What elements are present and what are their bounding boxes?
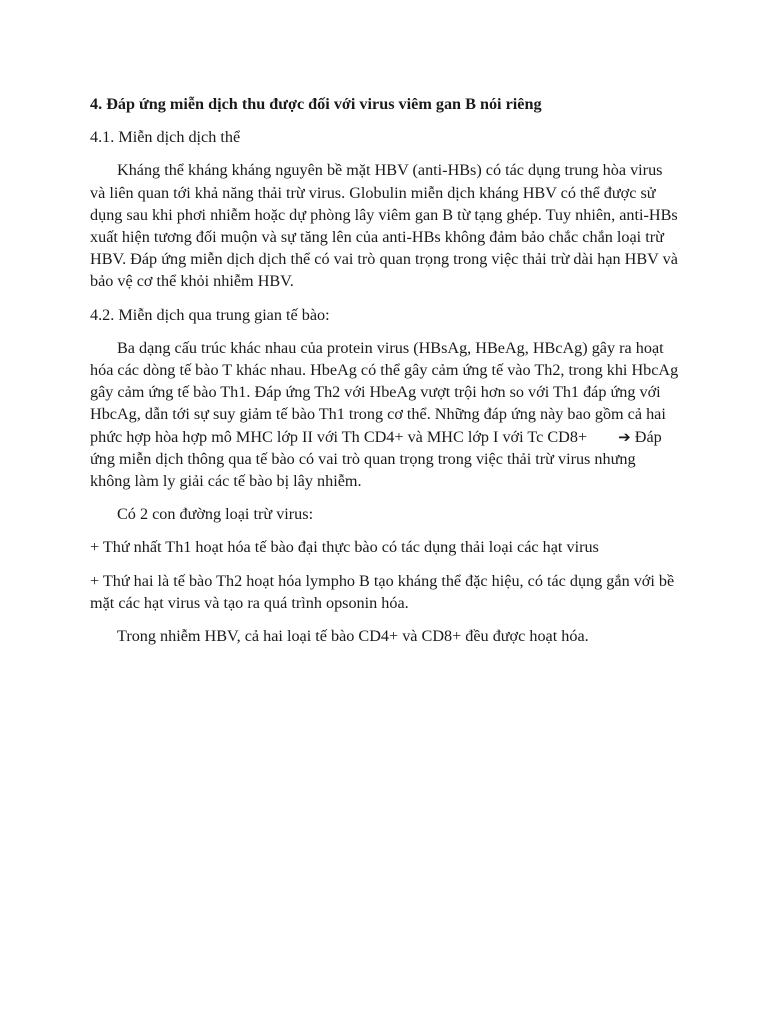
list-item-pathway-1: + Thứ nhất Th1 hoạt hóa tế bào đại thực bào có tác dụng thải loại các hạt virus: [90, 538, 599, 557]
paragraph-closing: Trong nhiễm HBV, cả hai loại tế bào CD4+ và CD8+ đều được hoạt hóa.: [117, 627, 589, 646]
right-arrow-icon: ➔: [618, 427, 631, 446]
paragraph-humoral-immunity: Kháng thể kháng kháng nguyên bề mặt HBV (anti-HBs) có tác dụng trung hòa virus và liên quan tới khả năng thải trừ virus. Globulin miễn dịch kháng HBV có thể được sử dụng sau khi phơi nhiễm hoặc dự phòng lây viêm gan B từ tạng ghép. Tuy nhiên, anti-HBs xuất hiện tương đối muộn và sự tăng lên của anti-HBs không đảm bảo chắc chắn loại trừ HBV. Đáp ứng miễn dịch dịch thể có vai trò quan trọng trong việc thải trừ dài hạn HBV và bảo vệ cơ thể khỏi nhiễm HBV.: [90, 161, 678, 291]
section-heading: 4. Đáp ứng miễn dịch thu được đối với virus viêm gan B nói riêng: [90, 95, 542, 113]
paragraph-cellular-text-part-1: Ba dạng cấu trúc khác nhau của protein virus (HBsAg, HBeAg, HBcAg) gây ra hoạt hóa các dòng tế bào T khác nhau. HbeAg có thể gây cảm ứng tế vào Th2, trong khi HbcAg gây cảm ứng tế bào Th1. Đáp ứng Th2 với HbeAg vượt trội hơn so với Th1 đáp ứng với HbcAg, dẫn tới sự suy giảm tế bào Th1 trong cơ thể. Những đáp ứng này bao gồm cả hai phức hợp hòa hợp mô MHC lớp II với Th CD4+ và MHC lớp I với Tc CD8+: [90, 338, 679, 446]
list-item-pathway-2: + Thứ hai là tế bào Th2 hoạt hóa lympho B tạo kháng thể đặc hiệu, có tác dụng gắn với bề mặt các hạt virus và tạo ra quá trình opsonin hóa.: [90, 571, 675, 612]
paragraph-pathways-intro: Có 2 con đường loại trừ virus:: [117, 505, 314, 524]
paragraph-cellular-text-part-2: Đáp ứng miễn dịch thông qua tế bào có vai trò quan trọng trong việc thải trừ virus nhưng không làm ly giải các tế bào bị lây nhiễm.: [90, 427, 662, 491]
document-page: [90, 93, 680, 658]
subsection-title-humoral: 4.1. Miễn dịch dịch thể: [90, 128, 241, 147]
subsection-title-cellular: 4.2. Miễn dịch qua trung gian tế bào:: [90, 305, 330, 324]
paragraph-cellular-immunity: [90, 337, 680, 492]
